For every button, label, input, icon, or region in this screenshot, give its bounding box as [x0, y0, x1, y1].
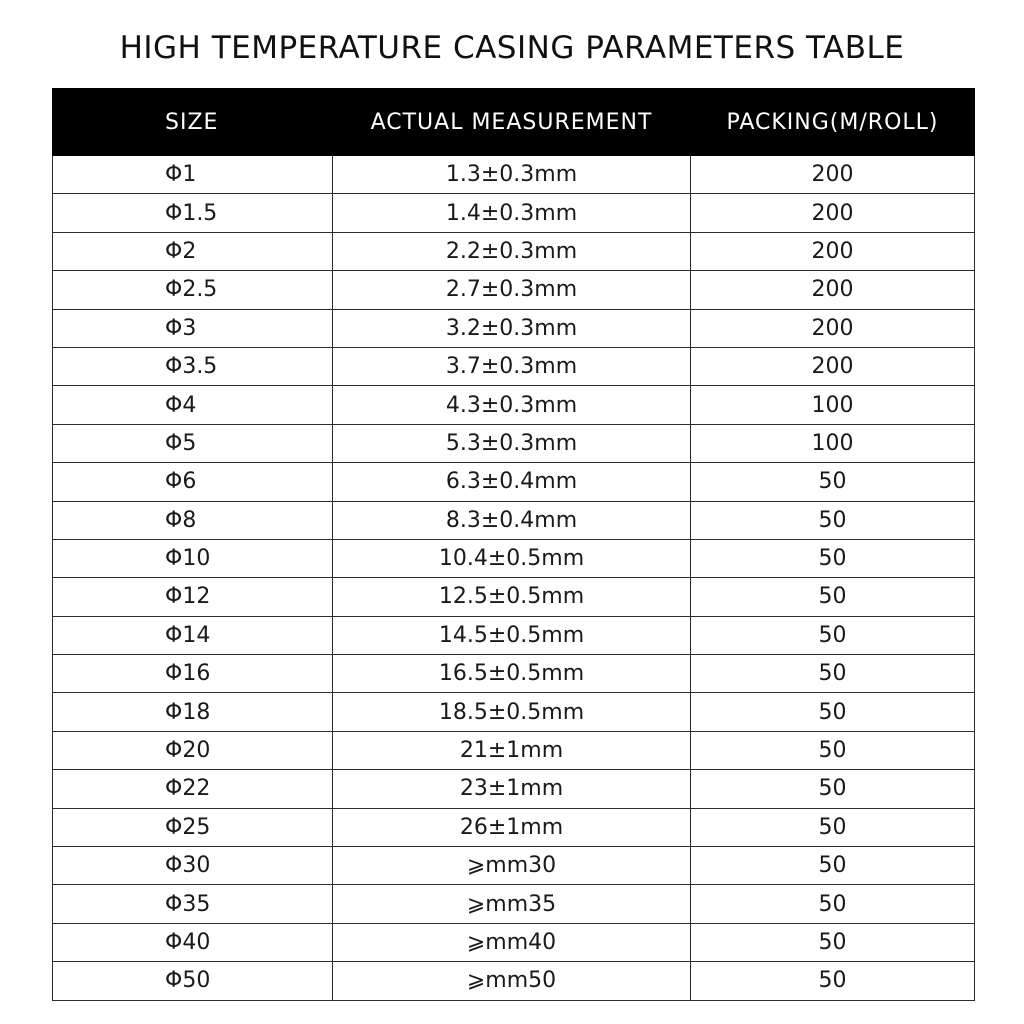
cell-size: Φ40: [53, 923, 333, 961]
header-row: [53, 89, 975, 156]
table-row: [53, 386, 975, 424]
cell-packing: 100: [691, 386, 975, 424]
cell-packing: 50: [691, 539, 975, 577]
table-row: [53, 770, 975, 808]
cell-actual-measurement: 1.3±0.3mm: [333, 156, 691, 194]
cell-actual-measurement: 12.5±0.5mm: [333, 578, 691, 616]
table-row: [53, 808, 975, 846]
table-row: [53, 655, 975, 693]
page-title: HIGH TEMPERATURE CASING PARAMETERS TABLE: [119, 30, 905, 66]
cell-packing: 200: [691, 347, 975, 385]
cell-packing: 50: [691, 923, 975, 961]
cell-size: Φ35: [53, 885, 333, 923]
cell-size: Φ1: [53, 156, 333, 194]
cell-actual-measurement: 26±1mm: [333, 808, 691, 846]
cell-actual-measurement: ⩾mm35: [333, 885, 691, 923]
cell-size: Φ18: [53, 693, 333, 731]
table-row: [53, 309, 975, 347]
cell-size: Φ2: [53, 232, 333, 270]
table-row: [53, 463, 975, 501]
cell-packing: 200: [691, 271, 975, 309]
table-row: [53, 923, 975, 961]
table-row: [53, 156, 975, 194]
cell-size: Φ5: [53, 424, 333, 462]
table-row: [53, 731, 975, 769]
table-row: [53, 616, 975, 654]
cell-packing: 50: [691, 885, 975, 923]
cell-packing: 50: [691, 616, 975, 654]
cell-actual-measurement: 2.7±0.3mm: [333, 271, 691, 309]
cell-size: Φ6: [53, 463, 333, 501]
table-row: [53, 347, 975, 385]
table-row: [53, 847, 975, 885]
cell-size: Φ16: [53, 655, 333, 693]
cell-size: Φ8: [53, 501, 333, 539]
cell-actual-measurement: 21±1mm: [333, 731, 691, 769]
table-row: [53, 539, 975, 577]
cell-packing: 50: [691, 501, 975, 539]
table-row: [53, 424, 975, 462]
table-row: [53, 693, 975, 731]
cell-packing: 50: [691, 731, 975, 769]
parameters-table: [52, 88, 975, 1001]
cell-actual-measurement: 2.2±0.3mm: [333, 232, 691, 270]
cell-size: Φ22: [53, 770, 333, 808]
table-row: [53, 194, 975, 232]
cell-actual-measurement: 23±1mm: [333, 770, 691, 808]
table-row: [53, 501, 975, 539]
cell-packing: 50: [691, 847, 975, 885]
cell-packing: 50: [691, 655, 975, 693]
cell-size: Φ50: [53, 962, 333, 1000]
cell-actual-measurement: 16.5±0.5mm: [333, 655, 691, 693]
cell-packing: 50: [691, 463, 975, 501]
cell-size: Φ30: [53, 847, 333, 885]
cell-packing: 200: [691, 194, 975, 232]
table-row: [53, 578, 975, 616]
cell-actual-measurement: 8.3±0.4mm: [333, 501, 691, 539]
table-row: [53, 271, 975, 309]
cell-packing: 200: [691, 309, 975, 347]
cell-actual-measurement: ⩾mm30: [333, 847, 691, 885]
cell-actual-measurement: 3.7±0.3mm: [333, 347, 691, 385]
cell-packing: 50: [691, 578, 975, 616]
table-body: [53, 156, 975, 1001]
cell-packing: 100: [691, 424, 975, 462]
cell-size: Φ2.5: [53, 271, 333, 309]
cell-actual-measurement: 6.3±0.4mm: [333, 463, 691, 501]
table-header: [53, 89, 975, 156]
cell-packing: 200: [691, 156, 975, 194]
cell-actual-measurement: 14.5±0.5mm: [333, 616, 691, 654]
cell-packing: 50: [691, 962, 975, 1000]
cell-packing: 50: [691, 770, 975, 808]
cell-size: Φ3.5: [53, 347, 333, 385]
table-row: [53, 962, 975, 1000]
cell-packing: 50: [691, 808, 975, 846]
cell-actual-measurement: 1.4±0.3mm: [333, 194, 691, 232]
cell-size: Φ10: [53, 539, 333, 577]
cell-size: Φ12: [53, 578, 333, 616]
cell-size: Φ1.5: [53, 194, 333, 232]
cell-actual-measurement: 5.3±0.3mm: [333, 424, 691, 462]
cell-actual-measurement: ⩾mm40: [333, 923, 691, 961]
column-header-packing: PACKING(M/ROLL): [691, 89, 975, 156]
cell-actual-measurement: 18.5±0.5mm: [333, 693, 691, 731]
column-header-size: SIZE: [53, 89, 333, 156]
cell-size: Φ20: [53, 731, 333, 769]
cell-actual-measurement: 4.3±0.3mm: [333, 386, 691, 424]
cell-size: Φ3: [53, 309, 333, 347]
cell-actual-measurement: ⩾mm50: [333, 962, 691, 1000]
cell-size: Φ25: [53, 808, 333, 846]
cell-actual-measurement: 3.2±0.3mm: [333, 309, 691, 347]
column-header-actual-measurement: ACTUAL MEASUREMENT: [333, 89, 691, 156]
cell-actual-measurement: 10.4±0.5mm: [333, 539, 691, 577]
cell-size: Φ14: [53, 616, 333, 654]
table-row: [53, 885, 975, 923]
cell-packing: 200: [691, 232, 975, 270]
cell-size: Φ4: [53, 386, 333, 424]
table-row: [53, 232, 975, 270]
cell-packing: 50: [691, 693, 975, 731]
